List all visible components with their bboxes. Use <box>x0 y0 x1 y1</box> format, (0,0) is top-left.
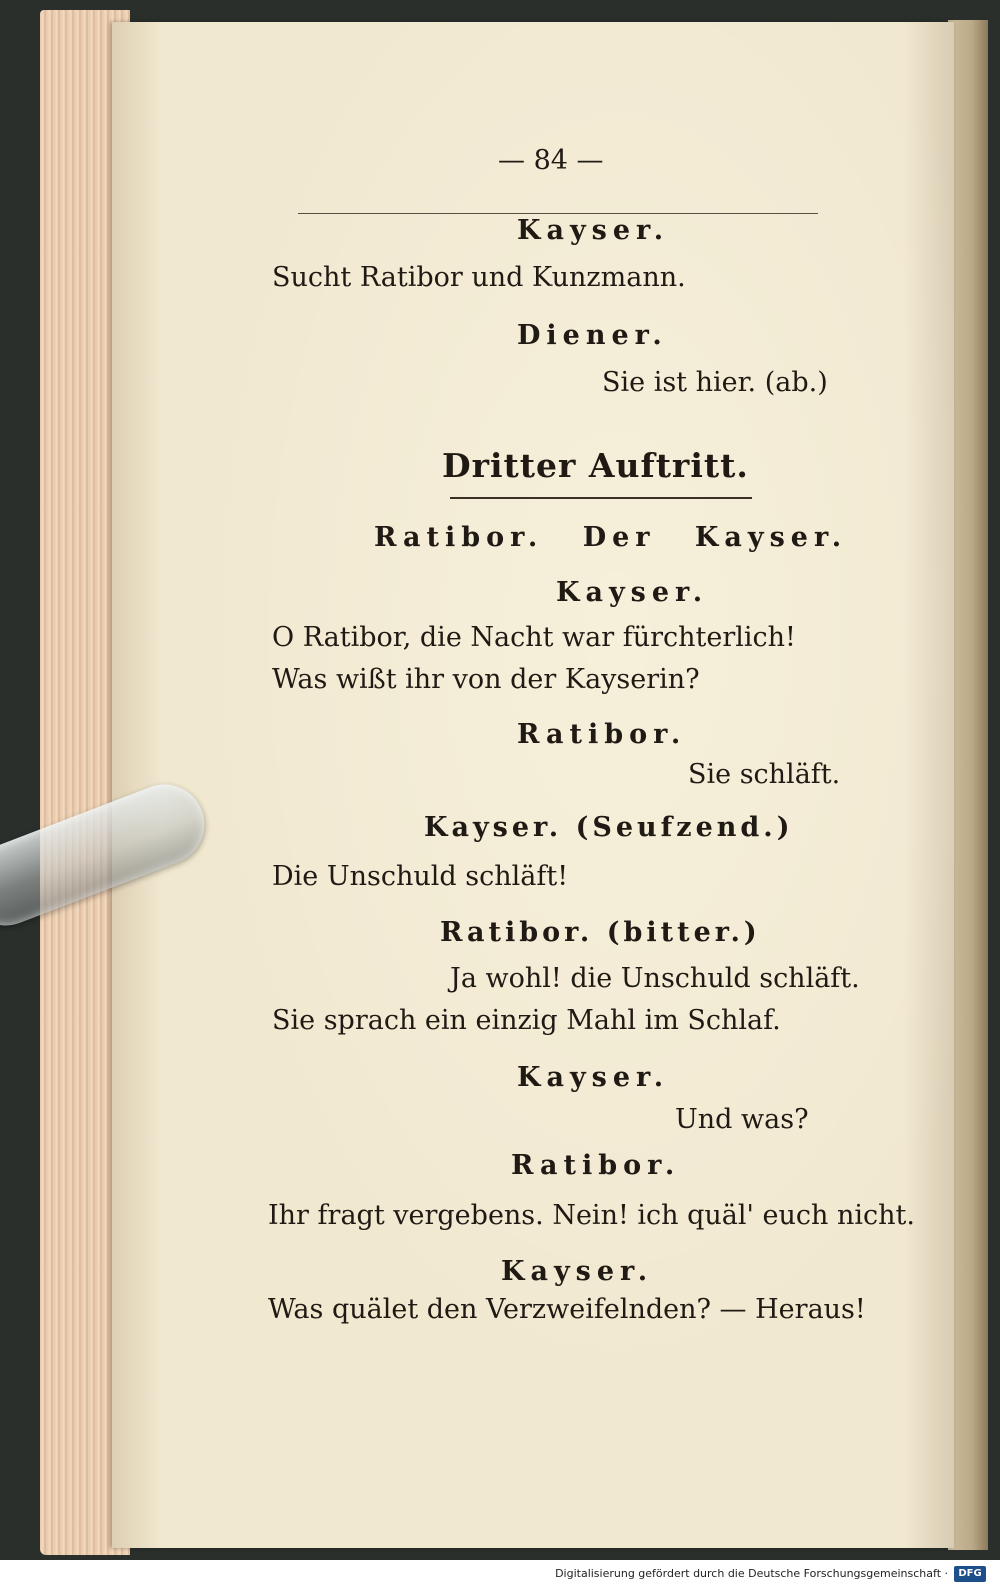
text-line: Die Unschuld schläft! <box>272 861 569 892</box>
text-line: Sie sprach ein einzig Mahl im Schlaf. <box>272 1005 781 1036</box>
dfg-logo: DFG <box>954 1566 986 1582</box>
text-line: Ihr fragt vergebens. Nein! ich quäl' euch nicht. <box>268 1200 915 1231</box>
heading-rule <box>450 497 752 499</box>
cast-list: Ratibor. Der Kayser. <box>374 522 848 553</box>
speaker-label: Kayser. <box>517 1062 670 1093</box>
footer-credit: Digitalisierung gefördert durch die Deutsche Forschungsgemeinschaft · <box>555 1567 948 1580</box>
text-line: Sucht Ratibor und Kunzmann. <box>272 262 686 293</box>
speaker-label: Ratibor. <box>517 719 687 750</box>
speaker-label: Kayser. <box>501 1256 654 1287</box>
speaker-label: Kayser. <box>517 215 670 246</box>
text-line: Sie schläft. <box>688 759 841 790</box>
speaker-label: Kayser. (Seufzend.) <box>424 812 794 843</box>
text-line: Ja wohl! die Unschuld schläft. <box>450 963 860 994</box>
page-number: — 84 — <box>498 145 604 176</box>
speaker-label: Kayser. <box>556 577 709 608</box>
speaker-label: Diener. <box>517 320 668 351</box>
header-ornament-rule <box>298 213 818 214</box>
text-line: Sie ist hier. (ab.) <box>602 367 828 398</box>
text-line: O Ratibor, die Nacht war fürchterlich! <box>272 622 796 653</box>
text-line: Was wißt ihr von der Kayserin? <box>272 664 700 695</box>
speaker-label: Ratibor. (bitter.) <box>440 917 761 948</box>
scene-heading: Dritter Auftritt. <box>442 446 749 485</box>
text-line: Und was? <box>675 1104 809 1135</box>
footer-bar <box>0 1560 1000 1590</box>
text-line: Was quälet den Verzweifelnden? — Heraus! <box>268 1294 866 1325</box>
facing-page-edge <box>948 20 988 1550</box>
speaker-label: Ratibor. <box>511 1150 681 1181</box>
